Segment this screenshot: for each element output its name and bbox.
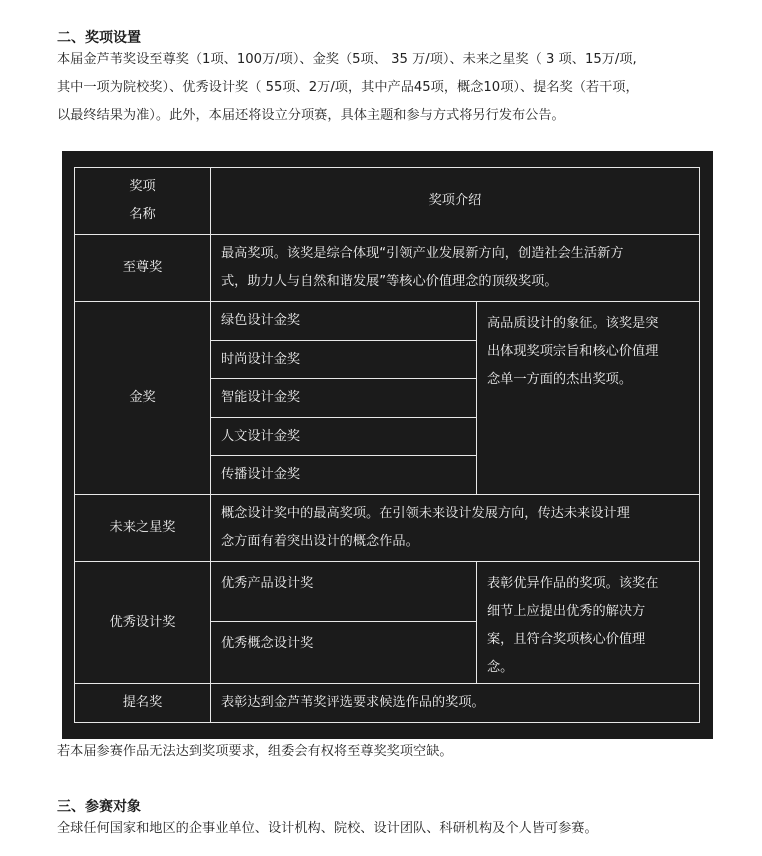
desc-line: 出体现奖项宗旨和核心价值理 xyxy=(487,344,659,359)
excellent-sub-award: 优秀产品设计奖 xyxy=(211,562,477,622)
header-name-line: 奖项 xyxy=(129,179,156,194)
eligibility-paragraph xyxy=(57,815,707,843)
section-3-title: 三、参赛对象 xyxy=(57,799,141,815)
award-table xyxy=(74,167,700,723)
intro-line: 以最终结果为准）。此外，本届还将设立分项赛，具体主题和参与方式将另行发布公告。 xyxy=(57,108,565,123)
gold-sub-award: 绿色设计金奖 xyxy=(211,302,477,341)
desc-line: 概念设计奖中的最高奖项。在引领未来设计发展方向，传达未来设计理 xyxy=(221,506,630,521)
award-table-image xyxy=(62,151,713,739)
table-row-future-star xyxy=(75,495,700,562)
award-desc-excellent xyxy=(477,562,700,684)
desc-line: 细节上应提出优秀的解决方 xyxy=(487,604,646,619)
desc-line: 高品质设计的象征。该奖是突 xyxy=(487,316,659,331)
desc-line: 案，且符合奖项核心价值理 xyxy=(487,632,646,647)
gold-sub-award: 传播设计金奖 xyxy=(211,456,477,495)
desc-line: 念方面有着突出设计的概念作品。 xyxy=(221,534,419,549)
eligibility-text: 全球任何国家和地区的企事业单位、设计机构、院校、设计团队、科研机构及个人皆可参赛。 xyxy=(57,821,598,836)
table-row-gold xyxy=(75,302,700,341)
note-text: 若本届参赛作品无法达到奖项要求，组委会有权将至尊奖奖项空缺。 xyxy=(57,744,453,759)
header-name-line: 名称 xyxy=(129,207,156,222)
desc-line: 表彰优异作品的奖项。该奖在 xyxy=(487,576,659,591)
intro-line: 本届金芦苇奖设至尊奖（1项、100万/项）、金奖（5项、 35 万/项）、未来之星奖（ 3 项、15万/项, xyxy=(57,52,637,67)
desc-line: 念。 xyxy=(487,660,514,675)
excellent-sub-award: 优秀概念设计奖 xyxy=(211,622,477,684)
table-row-supreme xyxy=(75,235,700,302)
award-vacancy-note xyxy=(57,738,707,766)
table-row-nominee xyxy=(75,684,700,723)
award-name-nominee: 提名奖 xyxy=(75,684,211,723)
award-desc-gold xyxy=(477,302,700,495)
desc-line: 最高奖项。该奖是综合体现“引领产业发展新方向，创造社会生活新方 xyxy=(221,246,624,261)
gold-sub-award: 人文设计金奖 xyxy=(211,418,477,456)
section-2-title: 二、奖项设置 xyxy=(57,30,141,46)
header-award-name xyxy=(75,168,211,235)
awards-intro-paragraph xyxy=(57,46,707,130)
award-name-supreme: 至尊奖 xyxy=(75,235,211,302)
award-name-future-star: 未来之星奖 xyxy=(75,495,211,562)
desc-line: 念单一方面的杰出奖项。 xyxy=(487,372,633,387)
intro-line: 其中一项为院校奖）、优秀设计奖（ 55项、2万/项，其中产品45项，概念10项）、提名奖（若干项， xyxy=(57,80,639,95)
award-name-excellent: 优秀设计奖 xyxy=(75,562,211,684)
award-desc-supreme xyxy=(211,235,700,302)
table-row-excellent xyxy=(75,562,700,622)
gold-sub-award: 时尚设计金奖 xyxy=(211,341,477,379)
award-desc-future-star xyxy=(211,495,700,562)
award-desc-nominee: 表彰达到金芦苇奖评选要求候选作品的奖项。 xyxy=(211,684,700,723)
desc-line: 式，助力人与自然和谐发展”等核心价值理念的顶级奖项。 xyxy=(221,274,558,289)
table-header-row xyxy=(75,168,700,235)
header-award-intro: 奖项介绍 xyxy=(211,168,700,235)
award-name-gold: 金奖 xyxy=(75,302,211,495)
gold-sub-award: 智能设计金奖 xyxy=(211,379,477,418)
